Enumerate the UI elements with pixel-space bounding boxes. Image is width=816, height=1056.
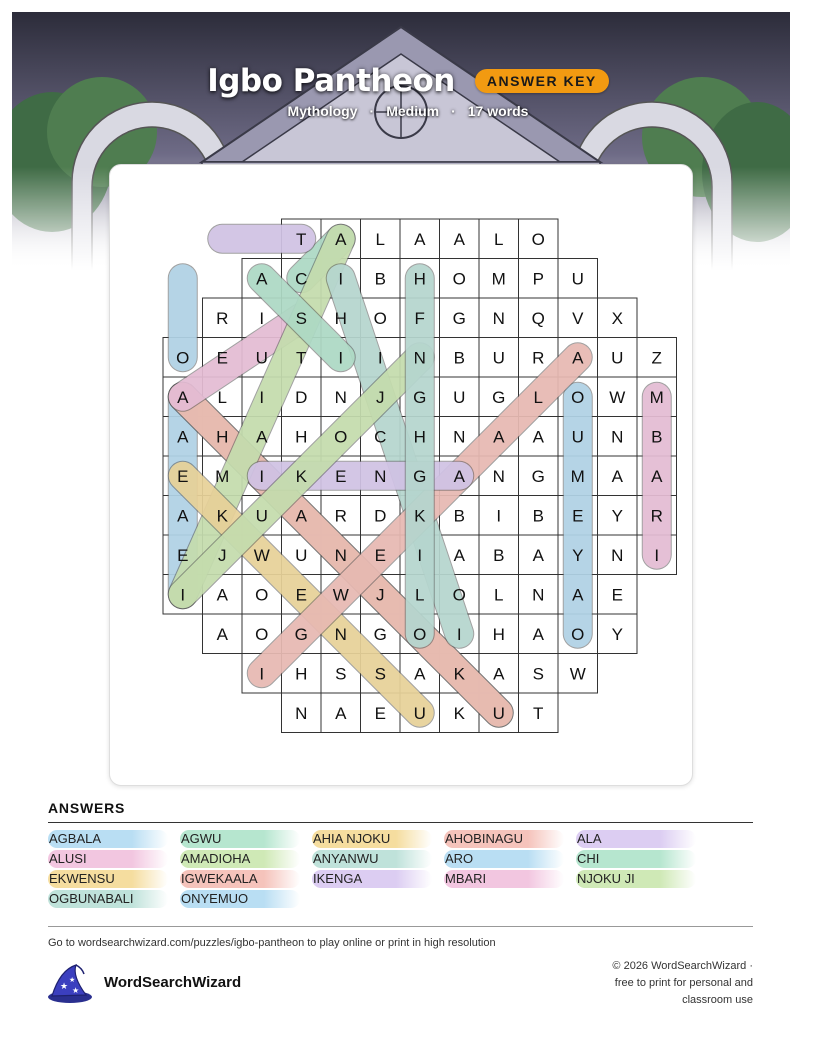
- grid-letter: M: [215, 466, 230, 486]
- grid-letter: N: [492, 308, 505, 328]
- grid-letter: H: [334, 308, 347, 328]
- grid-letter: I: [338, 348, 344, 368]
- grid-letter: I: [259, 664, 265, 684]
- grid-letter: J: [376, 387, 385, 407]
- grid-letter: A: [532, 427, 544, 447]
- answer-item: ARO: [444, 850, 564, 868]
- grid-letter: E: [572, 506, 584, 526]
- grid-letter: A: [295, 506, 307, 526]
- grid-letter: N: [492, 466, 505, 486]
- grid-letter: D: [374, 506, 387, 526]
- grid-letter: G: [531, 466, 545, 486]
- svg-text:★: ★: [72, 986, 80, 995]
- grid-letter: A: [493, 664, 505, 684]
- grid-letter: C: [374, 427, 387, 447]
- grid-letter: E: [374, 545, 386, 565]
- grid-letter: Y: [572, 545, 584, 565]
- grid-letter: O: [531, 229, 545, 249]
- word-count-label: 17 words: [467, 103, 529, 119]
- grid-letter: I: [259, 466, 265, 486]
- grid-letter: O: [373, 308, 387, 328]
- grid-letter: L: [494, 585, 504, 605]
- grid-letter: G: [452, 308, 466, 328]
- grid-letter: E: [177, 545, 189, 565]
- grid-letter: W: [253, 545, 270, 565]
- grid-letter: A: [177, 506, 189, 526]
- grid-letter: G: [492, 387, 506, 407]
- grid-letter: E: [374, 703, 386, 723]
- grid-letter: H: [216, 427, 229, 447]
- grid-letter: A: [651, 466, 663, 486]
- grid-letter: A: [572, 585, 584, 605]
- grid-letter: N: [334, 624, 347, 644]
- grid-letter: L: [494, 229, 504, 249]
- grid-letter: S: [335, 664, 347, 684]
- grid-letter: M: [491, 269, 506, 289]
- grid-letter: I: [654, 545, 660, 565]
- grid-letter: M: [570, 466, 585, 486]
- grid-letter: A: [335, 229, 347, 249]
- grid-letter: X: [611, 308, 623, 328]
- grid-letter: A: [256, 269, 268, 289]
- answer-item: IKENGA: [312, 870, 432, 888]
- answers-divider: [48, 822, 753, 823]
- copyright-text: © 2026 WordSearchWizard · free to print for personal and classroom use: [612, 960, 753, 1006]
- grid-letter: U: [571, 427, 584, 447]
- grid-letter: E: [335, 466, 347, 486]
- grid-letter: M: [649, 387, 664, 407]
- grid-letter: U: [255, 506, 268, 526]
- grid-letter: Y: [611, 506, 623, 526]
- grid-letter: O: [255, 585, 269, 605]
- answer-item: ALUSI: [48, 850, 168, 868]
- word-search-grid: [110, 165, 692, 785]
- grid-letter: S: [374, 664, 386, 684]
- grid-letter: E: [177, 466, 189, 486]
- grid-letter: A: [177, 387, 189, 407]
- grid-letter: E: [295, 585, 307, 605]
- grid-letter: L: [415, 585, 425, 605]
- grid-letter: R: [216, 308, 229, 328]
- grid-letter: R: [650, 506, 663, 526]
- grid-letter: V: [572, 308, 584, 328]
- grid-letter: A: [335, 703, 347, 723]
- grid-letter: W: [332, 585, 349, 605]
- footer-divider: [48, 926, 753, 927]
- answers-list: [48, 830, 753, 908]
- grid-letter: I: [417, 545, 423, 565]
- grid-letter: A: [493, 427, 505, 447]
- grid-letter: O: [452, 585, 466, 605]
- grid-letter: O: [571, 387, 585, 407]
- grid-letter: R: [532, 348, 545, 368]
- grid-letter: A: [414, 229, 426, 249]
- grid-letter: O: [571, 624, 585, 644]
- grid-letter: U: [255, 348, 268, 368]
- grid-letter: N: [334, 387, 347, 407]
- grid-letter: N: [611, 545, 624, 565]
- grid-letter: A: [572, 348, 584, 368]
- meta-separator: ·: [451, 103, 456, 119]
- svg-text:★: ★: [60, 982, 69, 992]
- grid-letter: K: [453, 664, 465, 684]
- grid-letter: Z: [651, 348, 662, 368]
- grid-letter: I: [496, 506, 502, 526]
- title-row: [0, 58, 816, 104]
- grid-letter: U: [453, 387, 466, 407]
- grid-letter: N: [334, 545, 347, 565]
- grid-letter: O: [255, 624, 269, 644]
- grid-letter: I: [259, 308, 265, 328]
- grid-letter: B: [453, 348, 465, 368]
- grid-letter: B: [532, 506, 544, 526]
- grid-letter: N: [374, 466, 387, 486]
- grid-letter: H: [295, 427, 308, 447]
- answer-item: NJOKU JI: [576, 870, 696, 888]
- grid-letter: P: [532, 269, 544, 289]
- answer-item: IGWEKAALA: [180, 870, 300, 888]
- answer-item: AMADIOHA: [180, 850, 300, 868]
- answer-item: MBARI: [444, 870, 564, 888]
- answer-item: ONYEMUO: [180, 890, 300, 908]
- answer-item: ANYANWU: [312, 850, 432, 868]
- page-title: Igbo Pantheon: [207, 63, 455, 99]
- grid-letter: T: [296, 229, 307, 249]
- svg-text:★: ★: [69, 976, 76, 984]
- grid-letter: A: [216, 585, 228, 605]
- grid-letter: A: [453, 229, 465, 249]
- puzzle-card: [109, 164, 693, 786]
- grid-letter: Q: [531, 308, 545, 328]
- grid-letter: U: [492, 348, 505, 368]
- grid-letter: A: [216, 624, 228, 644]
- grid-letter: E: [611, 585, 623, 605]
- grid-letter: O: [413, 624, 427, 644]
- grid-letter: K: [453, 703, 465, 723]
- grid-letter: I: [338, 269, 344, 289]
- grid-letter: U: [571, 269, 584, 289]
- grid-letter: S: [532, 664, 544, 684]
- answer-key-badge: ANSWER KEY: [475, 69, 609, 93]
- grid-letter: I: [180, 585, 186, 605]
- answer-item: AGWU: [180, 830, 300, 848]
- grid-letter: T: [296, 348, 307, 368]
- grid-letter: U: [611, 348, 624, 368]
- grid-letter: O: [334, 427, 348, 447]
- grid-letter: U: [413, 703, 426, 723]
- grid-letter: K: [295, 466, 307, 486]
- grid-letter: O: [176, 348, 190, 368]
- grid-letter: K: [216, 506, 228, 526]
- grid-letter: U: [492, 703, 505, 723]
- grid-letter: I: [259, 387, 265, 407]
- category-label: Mythology: [287, 103, 358, 119]
- grid-letter: T: [533, 703, 544, 723]
- answer-item: AGBALA: [48, 830, 168, 848]
- grid-letter: G: [373, 624, 387, 644]
- answer-item: CHI: [576, 850, 696, 868]
- answers-heading: ANSWERS: [48, 800, 126, 816]
- grid-letter: A: [414, 664, 426, 684]
- grid-letter: B: [453, 506, 465, 526]
- grid-letter: L: [533, 387, 543, 407]
- grid-letter: L: [375, 229, 385, 249]
- grid-letter: G: [413, 466, 427, 486]
- grid-letter: K: [414, 506, 426, 526]
- answer-item: AHOBINAGU: [444, 830, 564, 848]
- grid-letter: H: [295, 664, 308, 684]
- grid-letter: N: [413, 348, 426, 368]
- grid-letter: N: [295, 703, 308, 723]
- grid-letter: B: [651, 427, 663, 447]
- grid-letter: H: [413, 269, 426, 289]
- grid-letter: A: [532, 624, 544, 644]
- grid-letter: W: [609, 387, 626, 407]
- grid-letter: N: [453, 427, 466, 447]
- grid-letter: A: [453, 466, 465, 486]
- brand-name: WordSearchWizard: [104, 974, 242, 991]
- grid-letter: G: [294, 624, 308, 644]
- answer-item: OGBUNABALI: [48, 890, 168, 908]
- difficulty-label: Medium: [386, 103, 440, 119]
- grid-letter: I: [377, 348, 383, 368]
- answer-item: ALA: [576, 830, 696, 848]
- grid-letter: H: [413, 427, 426, 447]
- grid-letter: A: [256, 427, 268, 447]
- grid-letter: E: [216, 348, 228, 368]
- grid-letter: A: [611, 466, 623, 486]
- grid-letter: B: [493, 545, 505, 565]
- grid-letter: B: [374, 269, 386, 289]
- wizard-hat-icon: [46, 962, 94, 1004]
- grid-letter: G: [413, 387, 427, 407]
- grid-letter: Y: [611, 624, 623, 644]
- answer-item: EKWENSU: [48, 870, 168, 888]
- grid-letter: S: [295, 308, 307, 328]
- grid-letter: J: [376, 585, 385, 605]
- grid-letter: A: [177, 427, 189, 447]
- grid-letter: C: [295, 269, 308, 289]
- grid-letter: R: [334, 506, 347, 526]
- grid-letter: I: [456, 624, 462, 644]
- grid-letter: O: [452, 269, 466, 289]
- grid-letter: U: [295, 545, 308, 565]
- grid-letter: N: [532, 585, 545, 605]
- grid-letter: F: [414, 308, 425, 328]
- grid-letter: H: [492, 624, 505, 644]
- footer-link-text[interactable]: Go to wordsearchwizard.com/puzzles/igbo-pantheon to play online or print in high resolution: [48, 937, 496, 949]
- grid-letter: W: [569, 664, 586, 684]
- meta-separator: ·: [369, 103, 375, 119]
- grid-letter: D: [295, 387, 308, 407]
- grid-letter: L: [217, 387, 227, 407]
- answer-item: AHIA NJOKU: [312, 830, 432, 848]
- grid-letter: A: [532, 545, 544, 565]
- grid-letter: A: [453, 545, 465, 565]
- grid-letter: N: [611, 427, 624, 447]
- grid-letter: J: [218, 545, 227, 565]
- puzzle-meta: [0, 103, 816, 119]
